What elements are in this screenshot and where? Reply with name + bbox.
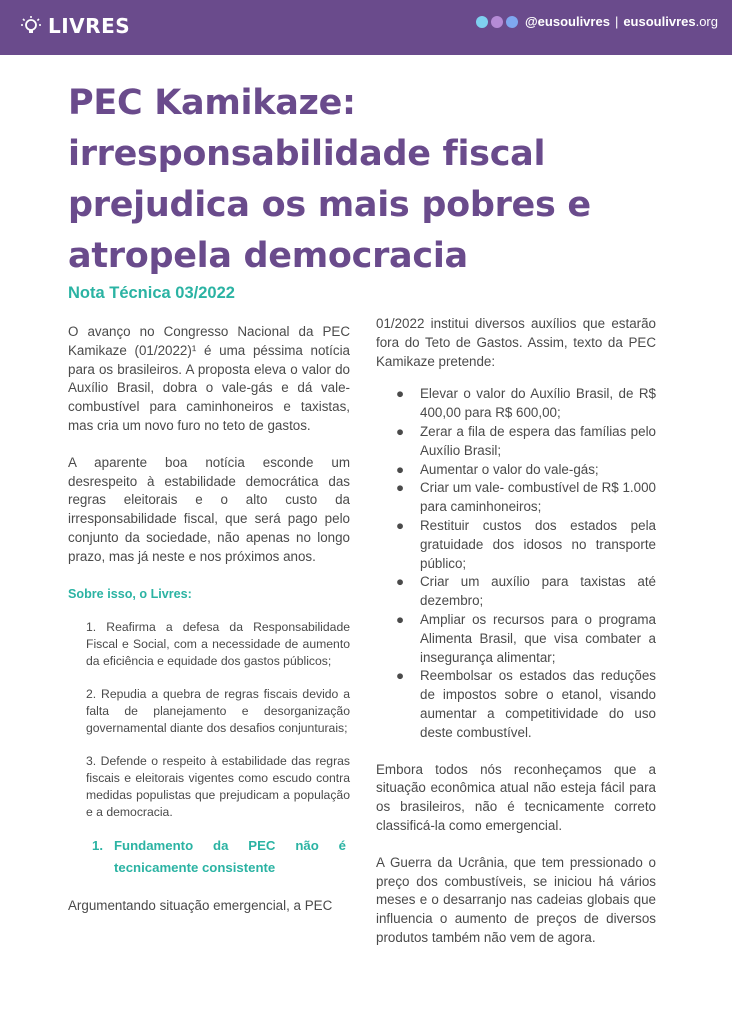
- measure-text: Elevar o valor do Auxílio Brasil, de R$ 400,00 para R$ 600,00;: [420, 386, 656, 421]
- measure-text: Ampliar os recursos para o programa Alimenta Brasil, que visa combater a insegurança alimentar;: [420, 611, 656, 665]
- left-column: [68, 323, 350, 916]
- measure-text: Reembolsar os estados das reduções de impostos sobre o etanol, visando aumentar a competitividade do uso deste combustível.: [420, 668, 656, 740]
- measure-item: [376, 667, 656, 742]
- right-column: [376, 315, 656, 948]
- bullet-icon: ●: [396, 423, 405, 439]
- position-item: 2. Repudia a quebra de regras fiscais devido a falta de planejamento e desorganização governamental diante dos desafios conjunturais;: [86, 687, 350, 736]
- document-subtitle: Nota Técnica 03/2022: [68, 284, 235, 302]
- header-separator: |: [614, 14, 619, 29]
- measure-item: [376, 423, 656, 461]
- bullet-icon: ●: [396, 461, 405, 477]
- social-handle[interactable]: @eusoulivres: [525, 14, 610, 29]
- site-name: eusoulivres: [623, 14, 696, 29]
- measure-text: Zerar a fila de espera das famílias pelo Auxílio Brasil;: [420, 423, 656, 458]
- facebook-icon[interactable]: [506, 16, 518, 28]
- measure-item: [376, 573, 656, 611]
- measure-item: [376, 517, 656, 573]
- site-link[interactable]: [623, 14, 718, 29]
- bullet-icon: ●: [396, 480, 405, 496]
- bullet-icon: ●: [396, 611, 405, 627]
- measures-list: [376, 385, 656, 742]
- section-heading: [92, 835, 350, 879]
- document-title: PEC Kamikaze: irresponsabilidade fiscal prejudica os mais pobres e atropela democracia: [68, 83, 591, 276]
- measure-item: [376, 479, 656, 517]
- section-number: 1.: [92, 838, 103, 854]
- paragraph-intro: O avanço no Congresso Nacional da PEC Kamikaze (01/2022)¹ é uma péssima notícia para os brasileiros. A proposta eleva o valor do Auxílio Brasil, dobra o vale-gás e dá vale-combustível para caminhoneiros e taxistas, mas cria um novo furo no teto de gastos.: [68, 324, 350, 433]
- paragraph-continuation: 01/2022 institui diversos auxílios que estarão fora do Teto de Gastos. Assim, texto da PEC Kamikaze pretende:: [376, 316, 656, 369]
- measure-text: Criar um auxílio para taxistas até dezembro;: [420, 574, 656, 609]
- section-title: Fundamento da PEC não é tecnicamente consistente: [114, 838, 346, 876]
- lightbulb-icon: [20, 15, 42, 37]
- measure-text: Criar um vale- combustível de R$ 1.000 para caminhoneiros;: [420, 480, 656, 515]
- social-links: [476, 14, 718, 29]
- paragraph-context: A aparente boa notícia esconde um desrespeito à estabilidade democrática das regras eleitorais e o alto custo da irresponsabilidade fiscal, que será pago pelo conjunto da sociedade, não apenas no longo prazo, mas já neste e nos próximos anos.: [68, 454, 350, 564]
- measure-text: Aumentar o valor do vale-gás;: [420, 461, 599, 477]
- paragraph-ukraine: A Guerra da Ucrânia, que tem pressionado o preço dos combustíveis, se iniciou há vários meses e o desarranjo nas cadeias globais que influencia o aumento de preços de diversos produtos também não vem de agora.: [376, 854, 656, 945]
- position-item: 3. Defende o respeito à estabilidade das regras fiscais e eleitorais vigentes como escudo contra medidas populistas que prejudicam a população e a democracia.: [86, 754, 350, 820]
- bullet-icon: ●: [396, 668, 405, 684]
- measure-text: Restituir custos dos estados pela gratuidade dos idosos no transporte público;: [420, 517, 656, 571]
- measure-item: [376, 461, 656, 480]
- paragraph-argument: Argumentando situação emergencial, a PEC: [68, 898, 333, 914]
- header-bar: [0, 0, 732, 55]
- instagram-icon[interactable]: [491, 16, 503, 28]
- paragraph-assessment: Embora todos nós reconheçamos que a situação econômica atual não esteja fácil para os brasileiros, não é tecnicamente correto classificá-la como emergencial.: [376, 761, 656, 833]
- measure-item: [376, 385, 656, 423]
- bullet-icon: ●: [396, 517, 405, 533]
- bullet-icon: ●: [396, 386, 405, 402]
- bullet-icon: ●: [396, 574, 405, 590]
- site-tld: .org: [695, 14, 718, 29]
- position-heading: Sobre isso, o Livres:: [68, 586, 192, 601]
- livres-logo[interactable]: [20, 11, 130, 41]
- measure-item: [376, 611, 656, 667]
- brand-name: LIVRES: [48, 14, 131, 38]
- position-list: [86, 619, 350, 821]
- twitter-icon[interactable]: [476, 16, 488, 28]
- position-item: 1. Reafirma a defesa da Responsabilidade Fiscal e Social, com a necessidade de aumento da eficiência e equidade dos gastos públicos;: [86, 620, 350, 669]
